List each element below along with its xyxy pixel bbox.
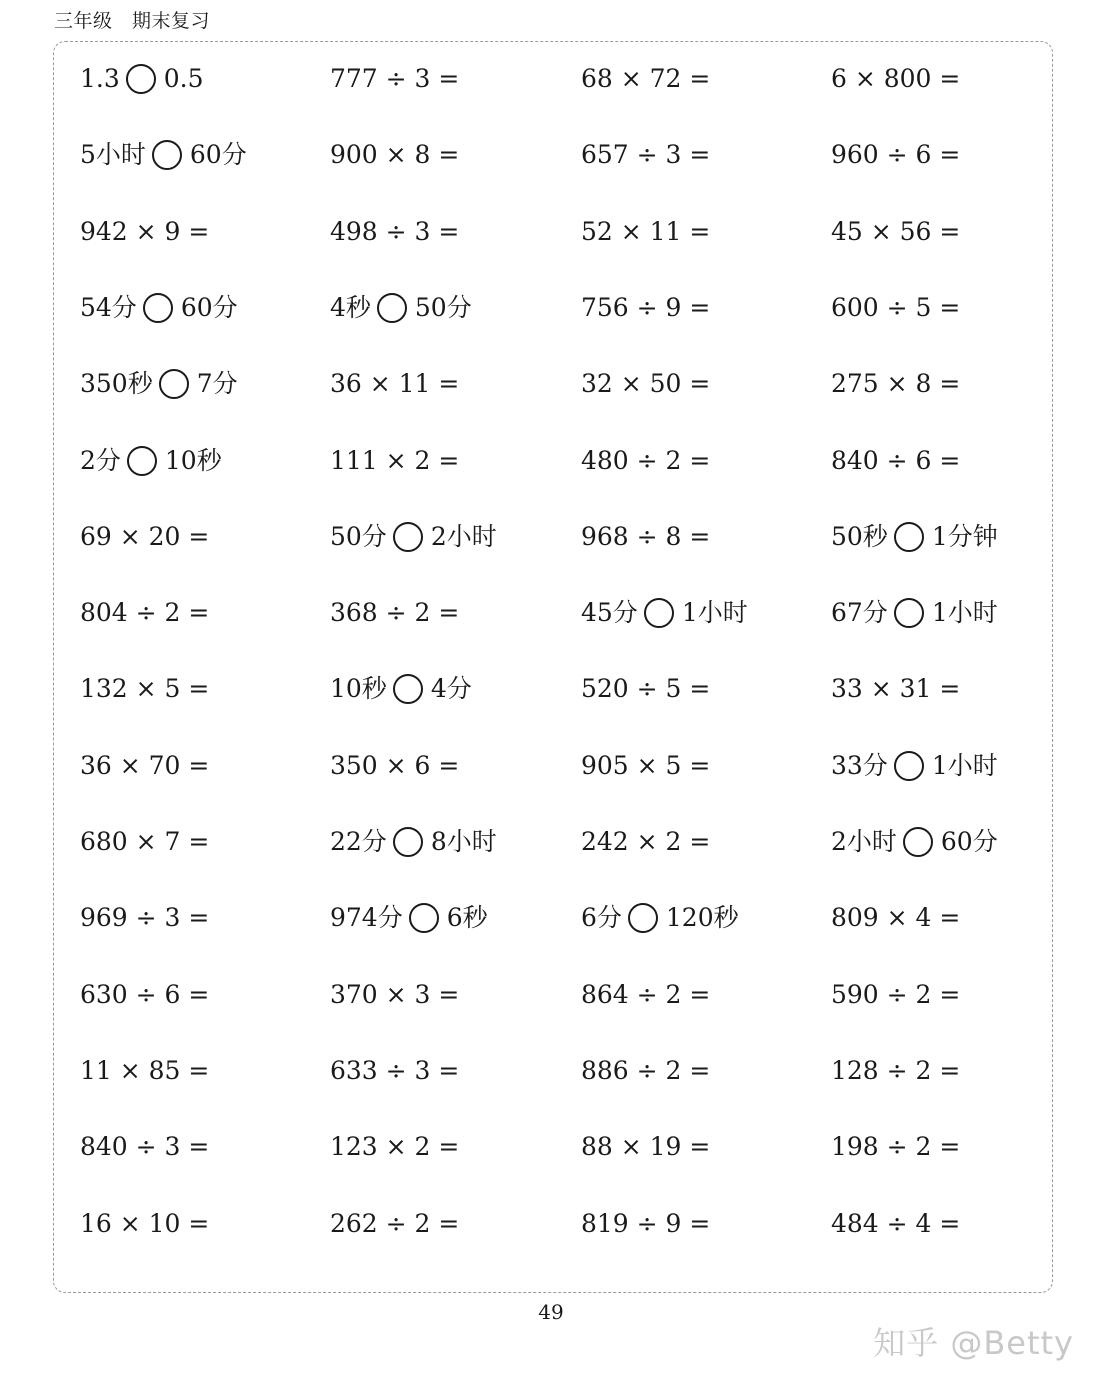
compare-left: 974分 xyxy=(330,903,403,933)
arithmetic-problem xyxy=(330,202,459,262)
arithmetic-problem xyxy=(330,965,459,1025)
compare-right: 1分钟 xyxy=(931,521,998,551)
arithmetic-problem xyxy=(581,125,710,185)
comparison-problem xyxy=(80,354,238,414)
answer-circle[interactable] xyxy=(152,140,182,170)
arithmetic-problem xyxy=(831,659,960,719)
comparison-problem xyxy=(831,812,998,872)
expression-text: 960 ÷ 6 = xyxy=(831,140,961,170)
compare-right: 8小时 xyxy=(430,827,497,856)
problem-row xyxy=(80,659,1080,719)
expression-text: 900 × 8 = xyxy=(330,140,460,170)
expression-text: 275 × 8 = xyxy=(831,369,961,399)
answer-circle[interactable] xyxy=(393,522,423,552)
expression-text: 68 × 72 = xyxy=(581,64,711,93)
page-number: 49 xyxy=(538,1300,564,1324)
arithmetic-problem xyxy=(581,354,710,414)
comparison-problem xyxy=(330,888,488,948)
arithmetic-problem xyxy=(80,1194,209,1254)
expression-text: 6 × 800 = xyxy=(831,64,961,93)
arithmetic-problem xyxy=(831,1041,960,1101)
answer-circle[interactable] xyxy=(127,446,157,476)
comparison-problem xyxy=(80,278,238,338)
problem-row xyxy=(80,1194,1080,1254)
answer-circle[interactable] xyxy=(894,598,924,628)
arithmetic-problem xyxy=(831,202,960,262)
arithmetic-problem xyxy=(581,659,710,719)
expression-text: 804 ÷ 2 = xyxy=(80,598,210,628)
expression-text: 819 ÷ 9 = xyxy=(581,1208,711,1238)
arithmetic-problem xyxy=(80,1117,209,1177)
expression-text: 128 ÷ 2 = xyxy=(831,1055,961,1085)
answer-circle[interactable] xyxy=(628,903,658,933)
arithmetic-problem xyxy=(330,1117,459,1177)
arithmetic-problem xyxy=(581,965,710,1025)
compare-right: 1小时 xyxy=(931,598,998,628)
expression-text: 36 × 11 = xyxy=(330,369,460,399)
compare-right: 60分 xyxy=(180,292,238,322)
answer-circle[interactable] xyxy=(894,522,924,552)
expression-text: 123 × 2 = xyxy=(330,1132,460,1162)
problem-row xyxy=(80,583,1080,643)
expression-text: 600 ÷ 5 = xyxy=(831,292,961,322)
expression-text: 11 × 85 = xyxy=(80,1055,210,1085)
problem-row xyxy=(80,888,1080,948)
arithmetic-problem xyxy=(581,812,710,872)
comparison-problem xyxy=(581,583,748,643)
expression-text: 368 ÷ 2 = xyxy=(330,598,460,628)
expression-text: 942 × 9 = xyxy=(80,216,210,246)
expression-text: 88 × 19 = xyxy=(581,1132,711,1162)
expression-text: 840 ÷ 3 = xyxy=(80,1132,210,1162)
compare-right: 60分 xyxy=(940,827,998,856)
arithmetic-problem xyxy=(831,431,960,491)
expression-text: 52 × 11 = xyxy=(581,216,711,246)
problem-row xyxy=(80,1117,1080,1177)
compare-left: 33分 xyxy=(831,750,888,780)
comparison-problem xyxy=(831,736,998,796)
arithmetic-problem xyxy=(80,583,209,643)
comparison-problem xyxy=(831,583,998,643)
compare-left: 22分 xyxy=(330,827,387,856)
arithmetic-problem xyxy=(330,583,459,643)
problem-row xyxy=(80,1041,1080,1101)
compare-left: 50秒 xyxy=(831,521,888,551)
expression-text: 242 × 2 = xyxy=(581,827,711,856)
compare-left: 350秒 xyxy=(80,369,153,399)
compare-left: 67分 xyxy=(831,598,888,628)
expression-text: 840 ÷ 6 = xyxy=(831,445,961,475)
expression-text: 198 ÷ 2 = xyxy=(831,1132,961,1162)
answer-circle[interactable] xyxy=(377,293,407,323)
expression-text: 520 ÷ 5 = xyxy=(581,674,711,704)
arithmetic-problem xyxy=(581,202,710,262)
expression-text: 350 × 6 = xyxy=(330,750,460,780)
expression-text: 498 ÷ 3 = xyxy=(330,216,460,246)
arithmetic-problem xyxy=(330,431,459,491)
problem-row xyxy=(80,812,1080,872)
arithmetic-problem xyxy=(330,1041,459,1101)
comparison-problem xyxy=(330,507,497,567)
page-header: 三年级 期末复习 xyxy=(54,10,211,32)
compare-left: 1.3 xyxy=(80,64,120,93)
comparison-problem xyxy=(581,888,739,948)
expression-text: 69 × 20 = xyxy=(80,521,210,551)
arithmetic-problem xyxy=(831,278,960,338)
problem-row xyxy=(80,431,1080,491)
answer-circle[interactable] xyxy=(409,903,439,933)
problem-row xyxy=(80,507,1080,567)
expression-text: 633 ÷ 3 = xyxy=(330,1055,460,1085)
comparison-problem xyxy=(330,278,472,338)
expression-text: 777 ÷ 3 = xyxy=(330,64,460,93)
comparison-problem xyxy=(330,659,472,719)
arithmetic-problem xyxy=(330,49,459,109)
arithmetic-problem xyxy=(80,888,209,948)
expression-text: 630 ÷ 6 = xyxy=(80,979,210,1009)
arithmetic-problem xyxy=(80,659,209,719)
compare-left: 4秒 xyxy=(330,292,371,322)
compare-right: 4分 xyxy=(430,674,472,704)
expression-text: 680 × 7 = xyxy=(80,827,210,856)
arithmetic-problem xyxy=(330,125,459,185)
compare-left: 54分 xyxy=(80,292,137,322)
arithmetic-problem xyxy=(581,1117,710,1177)
expression-text: 590 ÷ 2 = xyxy=(831,979,961,1009)
answer-circle[interactable] xyxy=(644,598,674,628)
expression-text: 968 ÷ 8 = xyxy=(581,521,711,551)
arithmetic-problem xyxy=(831,888,960,948)
answer-circle[interactable] xyxy=(159,369,189,399)
compare-right: 10秒 xyxy=(164,445,222,475)
expression-text: 33 × 31 = xyxy=(831,674,961,704)
answer-circle[interactable] xyxy=(894,751,924,781)
arithmetic-problem xyxy=(831,965,960,1025)
arithmetic-problem xyxy=(330,354,459,414)
expression-text: 370 × 3 = xyxy=(330,979,460,1009)
arithmetic-problem xyxy=(581,278,710,338)
arithmetic-problem xyxy=(80,812,209,872)
answer-circle[interactable] xyxy=(143,293,173,323)
compare-left: 2分 xyxy=(80,445,121,475)
expression-text: 969 ÷ 3 = xyxy=(80,903,210,933)
compare-right: 50分 xyxy=(414,292,472,322)
problem-row xyxy=(80,736,1080,796)
arithmetic-problem xyxy=(330,736,459,796)
arithmetic-problem xyxy=(831,1117,960,1177)
comparison-problem xyxy=(80,49,204,109)
compare-right: 1小时 xyxy=(681,598,748,628)
arithmetic-problem xyxy=(831,1194,960,1254)
comparison-problem xyxy=(330,812,497,872)
arithmetic-problem xyxy=(581,507,710,567)
problem-row xyxy=(80,354,1080,414)
arithmetic-problem xyxy=(831,49,960,109)
problem-row xyxy=(80,49,1080,109)
arithmetic-problem xyxy=(831,354,960,414)
answer-circle[interactable] xyxy=(393,827,423,857)
answer-circle[interactable] xyxy=(126,64,156,94)
expression-text: 262 ÷ 2 = xyxy=(330,1208,460,1238)
expression-text: 16 × 10 = xyxy=(80,1208,210,1238)
problem-row xyxy=(80,125,1080,185)
arithmetic-problem xyxy=(330,1194,459,1254)
compare-right: 7分 xyxy=(196,369,238,399)
compare-right: 120秒 xyxy=(665,903,739,933)
arithmetic-problem xyxy=(581,431,710,491)
expression-text: 480 ÷ 2 = xyxy=(581,445,711,475)
compare-right: 0.5 xyxy=(163,64,204,93)
arithmetic-problem xyxy=(581,736,710,796)
expression-text: 132 × 5 = xyxy=(80,674,210,704)
expression-text: 32 × 50 = xyxy=(581,369,711,399)
arithmetic-problem xyxy=(80,736,209,796)
compare-right: 1小时 xyxy=(931,750,998,780)
comparison-problem xyxy=(80,125,247,185)
expression-text: 905 × 5 = xyxy=(581,750,711,780)
compare-right: 60分 xyxy=(189,140,247,170)
answer-circle[interactable] xyxy=(393,674,423,704)
expression-text: 111 × 2 = xyxy=(330,445,460,475)
problem-row xyxy=(80,278,1080,338)
problem-row xyxy=(80,965,1080,1025)
arithmetic-problem xyxy=(831,125,960,185)
expression-text: 864 ÷ 2 = xyxy=(581,979,711,1009)
arithmetic-problem xyxy=(581,1194,710,1254)
compare-right: 2小时 xyxy=(430,521,497,551)
expression-text: 809 × 4 = xyxy=(831,903,961,933)
arithmetic-problem xyxy=(80,965,209,1025)
expression-text: 756 ÷ 9 = xyxy=(581,292,711,322)
comparison-problem xyxy=(80,431,222,491)
arithmetic-problem xyxy=(80,507,209,567)
expression-text: 45 × 56 = xyxy=(831,216,961,246)
expression-text: 886 ÷ 2 = xyxy=(581,1055,711,1085)
compare-right: 6秒 xyxy=(446,903,488,933)
compare-left: 6分 xyxy=(581,903,622,933)
arithmetic-problem xyxy=(581,1041,710,1101)
compare-left: 45分 xyxy=(581,598,638,628)
compare-left: 50分 xyxy=(330,521,387,551)
arithmetic-problem xyxy=(80,202,209,262)
comparison-problem xyxy=(831,507,998,567)
expression-text: 484 ÷ 4 = xyxy=(831,1208,961,1238)
arithmetic-problem xyxy=(80,1041,209,1101)
expression-text: 36 × 70 = xyxy=(80,750,210,780)
compare-left: 10秒 xyxy=(330,674,387,704)
answer-circle[interactable] xyxy=(903,827,933,857)
problem-row xyxy=(80,202,1080,262)
arithmetic-problem xyxy=(581,49,710,109)
compare-left: 5小时 xyxy=(80,140,146,170)
expression-text: 657 ÷ 3 = xyxy=(581,140,711,170)
watermark: 知乎 @Betty xyxy=(873,1324,1074,1362)
compare-left: 2小时 xyxy=(831,827,897,856)
